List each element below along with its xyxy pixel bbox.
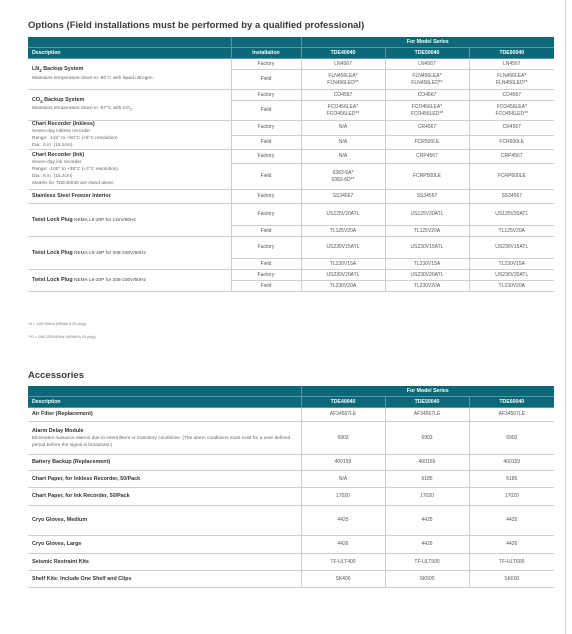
options-title: Options (Field installations must be performed by a qualified professional) bbox=[28, 20, 365, 31]
accessory-description bbox=[28, 422, 301, 455]
options-col-model: TDE40040 bbox=[301, 48, 385, 59]
option-detail: Dia.: 6 in. (15.2cm) bbox=[32, 174, 73, 179]
model-cell: TF-ULT500 bbox=[385, 554, 469, 571]
model-cell: FCO456LEA* FCO456LED** bbox=[469, 101, 554, 121]
option-name: Chart Recorder (Inkless) bbox=[32, 121, 95, 127]
installation-cell: Field bbox=[231, 164, 301, 190]
model-cell: TL230V20A bbox=[301, 281, 385, 292]
installation-cell: Factory bbox=[231, 190, 301, 204]
accessory-name: Air Filter (Replacement) bbox=[32, 411, 93, 417]
option-detail: Seven-day ink recorder bbox=[32, 160, 82, 165]
table-row bbox=[28, 150, 554, 164]
option-name: Chart Recorder (Ink) bbox=[32, 152, 85, 158]
accessories-col-model: TDE60040 bbox=[469, 397, 554, 408]
accessories-header-group-row bbox=[28, 386, 554, 397]
option-description bbox=[28, 190, 231, 204]
options-table bbox=[28, 37, 554, 292]
model-cell: 6903 bbox=[385, 422, 469, 455]
accessories-col-model: TDE40040 bbox=[301, 397, 385, 408]
installation-cell: Factory bbox=[231, 237, 301, 259]
model-cell: US125V20ATL bbox=[385, 204, 469, 226]
model-cell: TL125V20A bbox=[301, 226, 385, 237]
model-cell: FLN456LEA* FLN456LED** bbox=[301, 70, 385, 90]
accessory-description bbox=[28, 471, 301, 488]
option-detail: NEMA L6-20P for 208-230V/60Hz bbox=[72, 278, 146, 283]
model-cell: 6185 bbox=[469, 471, 554, 488]
model-cell: 4425 bbox=[301, 506, 385, 536]
table-row bbox=[28, 571, 554, 588]
model-cell: 6903 bbox=[469, 422, 554, 455]
model-cell: TL125V20A bbox=[385, 226, 469, 237]
model-cell: 17020 bbox=[301, 488, 385, 506]
installation-cell: Field bbox=[231, 259, 301, 270]
model-cell: 4425 bbox=[469, 506, 554, 536]
option-description bbox=[28, 59, 231, 90]
installation-cell: Factory bbox=[231, 270, 301, 281]
options-col-installation: Installation bbox=[231, 48, 301, 59]
table-row bbox=[28, 488, 554, 506]
accessories-table bbox=[28, 386, 554, 588]
option-detail: Maintains temperature down to -67°C with $CO_2$. bbox=[32, 106, 134, 113]
option-detail: Maintains temperature down to -80°C with liquid nitrogen. bbox=[32, 75, 154, 81]
model-cell: TL230V15A bbox=[385, 259, 469, 270]
options-header-row bbox=[28, 48, 554, 59]
option-description bbox=[28, 121, 231, 150]
option-description bbox=[28, 150, 231, 190]
model-cell: N/A bbox=[301, 471, 385, 488]
accessory-name: Cryo Gloves, Medium bbox=[32, 517, 88, 523]
model-cell: 400159 bbox=[301, 455, 385, 471]
accessory-description bbox=[28, 536, 301, 554]
accessory-name: Seismic Restraint Kits bbox=[32, 558, 89, 565]
model-cell: TF-ULT600 bbox=[469, 554, 554, 571]
table-row bbox=[28, 237, 554, 259]
option-description bbox=[28, 90, 231, 121]
options-col-model: TDE50040 bbox=[385, 48, 469, 59]
model-cell: FLN456LEA* FLN456LED** bbox=[469, 70, 554, 90]
model-cell: SK600 bbox=[469, 571, 554, 588]
table-row bbox=[28, 422, 554, 455]
model-cell: CO4567 bbox=[469, 90, 554, 101]
model-cell: SS34567 bbox=[301, 190, 385, 204]
model-cell: 400159 bbox=[469, 455, 554, 471]
model-cell: CRP4567 bbox=[385, 150, 469, 164]
accessory-description bbox=[28, 408, 301, 422]
model-cell: TL230V15A bbox=[301, 259, 385, 270]
installation-cell: Factory bbox=[231, 121, 301, 136]
model-cell: TL125V20A bbox=[469, 226, 554, 237]
accessory-description bbox=[28, 571, 301, 588]
model-cell: US230V20ATL bbox=[385, 270, 469, 281]
table-row bbox=[28, 408, 554, 422]
option-name: $CO_2$ Backup System bbox=[32, 96, 85, 105]
model-cell: CO4567 bbox=[385, 90, 469, 101]
model-cell: SK400 bbox=[301, 571, 385, 588]
installation-cell: Field bbox=[231, 101, 301, 121]
model-cell: 17020 bbox=[469, 488, 554, 506]
model-cell: FCO456LEA* FCO456LED** bbox=[301, 101, 385, 121]
model-cell: AF34567LE bbox=[469, 408, 554, 422]
accessories-header-row bbox=[28, 397, 554, 408]
installation-cell: Field bbox=[231, 281, 301, 292]
accessory-description bbox=[28, 506, 301, 536]
model-cell: TL230V15A bbox=[469, 259, 554, 270]
option-name: Twist Lock Plug bbox=[32, 216, 73, 223]
model-cell: 4425 bbox=[385, 506, 469, 536]
model-cell: FCR500LE bbox=[385, 135, 469, 150]
accessory-name: Shelf Kits: Include One Shelf and Clips bbox=[32, 575, 132, 582]
model-cell: LN4567 bbox=[385, 59, 469, 70]
model-cell: SS34567 bbox=[385, 190, 469, 204]
table-row bbox=[28, 455, 554, 471]
table-row bbox=[28, 190, 554, 204]
table-row bbox=[28, 506, 554, 536]
accessory-name: Chart Paper, for Ink Recorder, 50/Pack bbox=[32, 493, 130, 499]
option-description bbox=[28, 204, 231, 237]
model-cell: US230V15ATL bbox=[301, 237, 385, 259]
model-cell: CRP4567 bbox=[469, 150, 554, 164]
option-name: Twist Lock Plug bbox=[32, 249, 73, 256]
option-detail: NEMA L6-15P for 208-230V/60Hz bbox=[72, 250, 146, 256]
model-cell: 4426 bbox=[469, 536, 554, 554]
model-cell: TL230V20A bbox=[385, 281, 469, 292]
installation-cell: Factory bbox=[231, 150, 301, 164]
accessory-description bbox=[28, 554, 301, 571]
model-cell: FCRP600LE bbox=[469, 164, 554, 190]
option-name: Stainless Steel Freezer Interior bbox=[32, 193, 111, 199]
option-detail: Dia.: 6 in. (15.2cm) bbox=[32, 143, 73, 148]
table-row bbox=[28, 121, 554, 136]
model-cell: US230V15ATL bbox=[385, 237, 469, 259]
footnote-d: **D = 208-230V/60Hz (NEMA 6-15 plug) bbox=[28, 335, 96, 339]
options-header-group: For Model Series bbox=[301, 37, 554, 48]
accessories-col-model: TDE50040 bbox=[385, 397, 469, 408]
installation-cell: Field bbox=[231, 226, 301, 237]
model-cell: CR4567 bbox=[469, 121, 554, 136]
model-cell: N/A bbox=[301, 150, 385, 164]
model-cell: US230V20ATL bbox=[301, 270, 385, 281]
accessory-name: Battery Backup (Replacement) bbox=[32, 459, 111, 465]
accessories-header-group: For Model Series bbox=[301, 386, 554, 397]
options-header-group-row bbox=[28, 37, 554, 48]
option-name: $LN_2$ Backup System bbox=[32, 66, 84, 74]
accessories-title: Accessories bbox=[28, 370, 84, 381]
table-row bbox=[28, 59, 554, 70]
page-edge-rule bbox=[565, 0, 566, 634]
option-detail: Range: -115° to +50°C (+5°C resolution) bbox=[32, 136, 118, 141]
installation-cell: Field bbox=[231, 135, 301, 150]
accessories-col-description: Description bbox=[28, 397, 301, 408]
option-description bbox=[28, 270, 231, 292]
model-cell: AF34567LE bbox=[385, 408, 469, 422]
model-cell: LN4567 bbox=[469, 59, 554, 70]
model-cell: FCO456LEA* FCO456LED** bbox=[385, 101, 469, 121]
table-row bbox=[28, 270, 554, 281]
model-cell: TL230V20A bbox=[469, 281, 554, 292]
model-cell: US230V20ATL bbox=[469, 270, 554, 281]
model-cell: AF34567LE bbox=[301, 408, 385, 422]
model-cell: 6383-6A* 6383-6D** bbox=[301, 164, 385, 190]
model-cell: US230V15ATL bbox=[469, 237, 554, 259]
model-cell: N/A bbox=[301, 135, 385, 150]
model-cell: 17020 bbox=[385, 488, 469, 506]
accessory-name: Chart Paper, for Inkless Recorder, 50/Pack bbox=[32, 475, 141, 482]
option-detail: NEMA L5-20P for 115V/60Hz bbox=[72, 217, 136, 223]
model-cell: US125V20ATL bbox=[469, 204, 554, 226]
table-row bbox=[28, 471, 554, 488]
accessory-name: Alarm Delay Module bbox=[32, 427, 84, 434]
model-cell: CR4567 bbox=[385, 121, 469, 136]
accessory-description bbox=[28, 455, 301, 471]
model-cell: N/A bbox=[301, 121, 385, 136]
option-name: Twist Lock Plug bbox=[32, 277, 73, 283]
model-cell: 6185 bbox=[385, 471, 469, 488]
model-cell: CO4567 bbox=[301, 90, 385, 101]
model-cell: FCR600LE bbox=[469, 135, 554, 150]
model-cell: SK500 bbox=[385, 571, 469, 588]
table-row bbox=[28, 536, 554, 554]
option-detail: Seven-day inkless recorder bbox=[32, 129, 91, 134]
installation-cell: Factory bbox=[231, 59, 301, 70]
model-cell: US125V20ATL bbox=[301, 204, 385, 226]
installation-cell: Factory bbox=[231, 90, 301, 101]
installation-cell: Field bbox=[231, 70, 301, 90]
table-row bbox=[28, 554, 554, 571]
option-note: Models for TDE40040 are stand alone. bbox=[32, 181, 115, 186]
option-description bbox=[28, 237, 231, 270]
model-cell: 400159 bbox=[385, 455, 469, 471]
model-cell: FCRP500LE bbox=[385, 164, 469, 190]
table-row bbox=[28, 204, 554, 226]
options-col-description: Description bbox=[28, 48, 231, 59]
accessory-name: Cryo Gloves, Large bbox=[32, 541, 82, 547]
table-row bbox=[28, 90, 554, 101]
model-cell: 4426 bbox=[301, 536, 385, 554]
footnote-a: *A = 115V/60Hz (NEMA 5-20 plug) bbox=[28, 322, 86, 326]
model-cell: FLN456LEA* FLN456LED** bbox=[385, 70, 469, 90]
options-col-model: TDE60040 bbox=[469, 48, 554, 59]
accessory-detail: Eliminates nuisance alarms due to intermittent or transitory conditions. (The alarm conditions must exist for a user-defined period before the signal is broadcast.) bbox=[32, 435, 291, 448]
model-cell: 4426 bbox=[385, 536, 469, 554]
accessory-description bbox=[28, 488, 301, 506]
installation-cell: Factory bbox=[231, 204, 301, 226]
model-cell: LN4567 bbox=[301, 59, 385, 70]
model-cell: SS34567 bbox=[469, 190, 554, 204]
option-detail: Range: -100° to +38°C (+2°C resolution) bbox=[32, 167, 119, 172]
model-cell: TF-ULT400 bbox=[301, 554, 385, 571]
model-cell: 6903 bbox=[301, 422, 385, 455]
